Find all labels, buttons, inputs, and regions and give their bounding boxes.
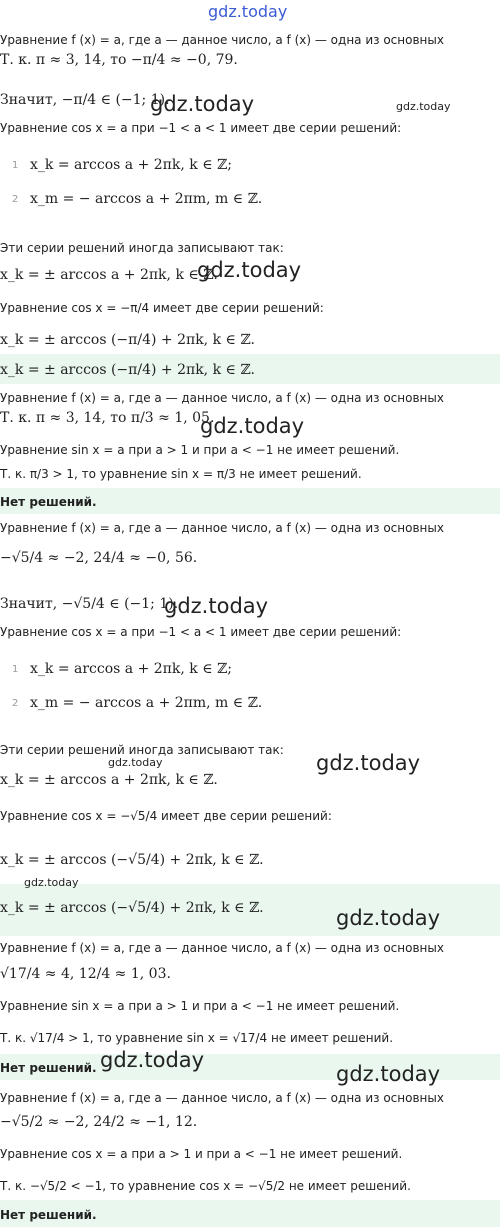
solution-line: Эти серии решений иногда записывают так:: [0, 743, 284, 757]
solution-line: Т. к. π ≈ 3, 14, то −π/4 ≈ −0, 79.: [0, 52, 238, 68]
watermark-text: gdz.today: [336, 906, 441, 930]
watermark-text: gdz.today: [164, 594, 269, 618]
watermark-text: gdz.today: [197, 258, 302, 282]
solution-line: −√5/4 ≈ −2, 24/4 ≈ −0, 56.: [0, 550, 198, 566]
solution-line: Т. к. √17/4 > 1, то уравнение sin x = √17/4 не имеет решений.: [0, 1031, 394, 1045]
watermark-text: gdz.today: [108, 756, 163, 769]
solution-line: √17/4 ≈ 4, 12/4 ≈ 1, 03.: [0, 966, 171, 982]
site-brand[interactable]: gdz.today: [208, 2, 288, 21]
solution-line: Уравнение f (x) = a, где a — данное число, а f (x) — одна из основных: [0, 521, 444, 535]
list-number: 2: [12, 698, 19, 709]
list-item: x_k = arccos a + 2πk, k ∈ ℤ;: [30, 157, 232, 173]
solution-line: Уравнение sin x = a при a > 1 и при a < −1 не имеет решений.: [0, 443, 400, 457]
list-number: 1: [12, 664, 19, 675]
solution-line: Эти серии решений иногда записывают так:: [0, 241, 284, 255]
solution-line: −√5/2 ≈ −2, 24/2 ≈ −1, 12.: [0, 1114, 198, 1130]
solution-line: Уравнение sin x = a при a > 1 и при a < −1 не имеет решений.: [0, 999, 400, 1013]
solution-line: x_k = ± arccos (−π/4) + 2πk, k ∈ ℤ.: [0, 332, 255, 348]
watermark-text: gdz.today: [24, 876, 79, 889]
solution-line: Уравнение cos x = a при −1 < a < 1 имеет две серии решений:: [0, 121, 402, 135]
answer-line: Нет решений.: [0, 495, 97, 509]
watermark-text: gdz.today: [316, 751, 421, 775]
watermark-text: gdz.today: [396, 100, 451, 113]
list-number: 2: [12, 194, 19, 205]
list-item: x_m = − arccos a + 2πm, m ∈ ℤ.: [30, 191, 263, 207]
watermark-text: gdz.today: [100, 1048, 205, 1072]
solution-line: Уравнение cos x = a при −1 < a < 1 имеет две серии решений:: [0, 625, 402, 639]
list-item: x_k = arccos a + 2πk, k ∈ ℤ;: [30, 661, 232, 677]
watermark-text: gdz.today: [150, 92, 255, 116]
answer-line: Нет решений.: [0, 1208, 97, 1222]
solution-line: Уравнение f (x) = a, где a — данное число, а f (x) — одна из основных: [0, 941, 444, 955]
solution-line: Уравнение f (x) = a, где a — данное число, а f (x) — одна из основных: [0, 33, 444, 47]
solution-line: Значит, −√5/4 ∈ (−1; 1).: [0, 596, 179, 612]
solution-line: x_k = ± arccos a + 2πk, k ∈ ℤ.: [0, 772, 218, 788]
solution-line: x_k = ± arccos a + 2πk, k ∈ ℤ.: [0, 267, 218, 283]
solution-line: Уравнение f (x) = a, где a — данное число, а f (x) — одна из основных: [0, 391, 444, 405]
solution-line: Уравнение cos x = a при a > 1 и при a < −1 не имеет решений.: [0, 1147, 403, 1161]
solution-line: Уравнение cos x = −√5/4 имеет две серии решений:: [0, 809, 332, 823]
answer-line: Нет решений.: [0, 1061, 97, 1075]
list-item: x_m = − arccos a + 2πm, m ∈ ℤ.: [30, 695, 263, 711]
solution-line: Т. к. −√5/2 < −1, то уравнение cos x = −√5/2 не имеет решений.: [0, 1179, 411, 1193]
answer-line: x_k = ± arccos (−√5/4) + 2πk, k ∈ ℤ.: [0, 900, 264, 916]
watermark-text: gdz.today: [200, 414, 305, 438]
solution-line: Значит, −π/4 ∈ (−1; 1).: [0, 92, 170, 108]
list-number: 1: [12, 160, 19, 171]
solution-line: x_k = ± arccos (−√5/4) + 2πk, k ∈ ℤ.: [0, 852, 264, 868]
solution-line: Уравнение cos x = −π/4 имеет две серии решений:: [0, 301, 324, 315]
solution-line: Уравнение f (x) = a, где a — данное число, а f (x) — одна из основных: [0, 1091, 444, 1105]
answer-line: x_k = ± arccos (−π/4) + 2πk, k ∈ ℤ.: [0, 362, 255, 378]
solution-line: Т. к. π ≈ 3, 14, то π/3 ≈ 1, 05.: [0, 410, 215, 426]
watermark-text: gdz.today: [336, 1062, 441, 1086]
solution-line: Т. к. π/3 > 1, то уравнение sin x = π/3 не имеет решений.: [0, 467, 362, 481]
